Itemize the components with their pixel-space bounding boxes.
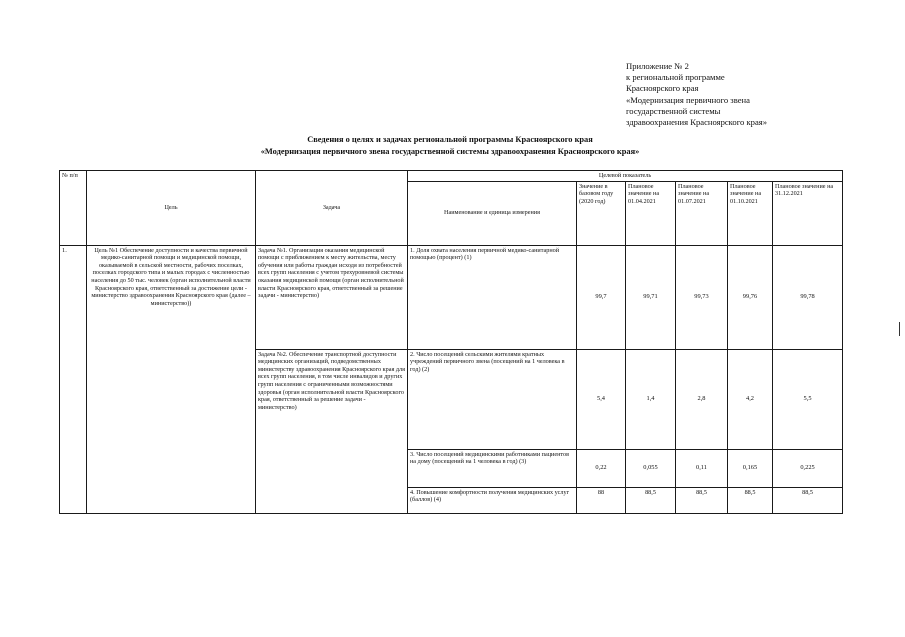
header-num: № п/п: [60, 171, 87, 246]
indicator-value: 99,7: [577, 245, 626, 349]
goals-tasks-table: [59, 170, 843, 514]
header-q4-value: Плановое значение на 31.12.2021: [773, 181, 843, 245]
header-task: Задача: [256, 171, 408, 246]
appendix-line: государственной системы: [626, 105, 721, 116]
indicator-value: 99,78: [773, 245, 843, 349]
indicator-value: 4,2: [728, 349, 773, 449]
header-indicator-name: Наименование и единица измерения: [408, 181, 577, 245]
indicator-value: 0,225: [773, 449, 843, 487]
task-cell: Задача №2. Обеспечение транспортной доступности медицинских организаций, подведомственных министерству здравоохранения Красноярского края для всех групп населения, в том числе инвалидов и других групп населения с ограниченными возможностями здоровья (орган исполнительной власти Красноярского края, ответственный за решение задачи - министерство): [256, 349, 408, 513]
header-indicator-group: Целевой показатель: [408, 171, 843, 182]
indicator-name: 3. Число посещений медицинскими работниками пациентов на дому (посещений на 1 человека в год) (3): [408, 449, 577, 487]
indicator-value: 0,22: [577, 449, 626, 487]
goal-cell: Цель №1 Обеспечение доступности и качества первичной медико-санитарной помощи и медицинской помощи, оказываемой в сельской местности, рабочих поселках, поселках городского типа и малых городах с численностью населения до 50 тыс. человек (орган исполнительной власти Красноярского края, ответственный за достижение цели - министерство здравоохранения Красноярского края (далее – министерство)): [87, 245, 256, 513]
indicator-value: 1,4: [626, 349, 676, 449]
indicator-value: 88,5: [773, 487, 843, 513]
appendix-note: [626, 61, 826, 128]
indicator-value: 88: [577, 487, 626, 513]
task-cell: Задача №1. Организация оказания медицинской помощи с приближением к месту жительства, месту обучения или работы граждан исходя из потребностей всех групп населения с учетом трехуровневой системы оказания медицинской помощи (орган исполнительной власти Красноярского края, ответственный за решение задачи - министерство): [256, 245, 408, 349]
indicator-name: 2. Число посещений сельскими жителями кратных учреждений первичного звена (посещений на 1 человека в год) (2): [408, 349, 577, 449]
indicator-value: 5,4: [577, 349, 626, 449]
row-number: 1.: [60, 245, 87, 513]
table-row: [60, 245, 843, 349]
header-q2-value: Плановое значение на 01.07.2021: [676, 181, 728, 245]
indicator-name: 4. Повышение комфортности получения медицинских услуг (баллов) (4): [408, 487, 577, 513]
indicator-value: 88,5: [626, 487, 676, 513]
header-row-1: [60, 171, 843, 182]
indicator-value: 0,11: [676, 449, 728, 487]
indicator-value: 88,5: [676, 487, 728, 513]
appendix-line: Приложение № 2: [626, 61, 689, 71]
header-q1-value: Плановое значение на 01.04.2021: [626, 181, 676, 245]
title-line-1: Сведения о целях и задачах региональной программы Красноярского края: [307, 135, 593, 144]
document-title: [150, 134, 750, 157]
appendix-line: здравоохранения Красноярского края»: [626, 117, 768, 128]
header-goal: Цель: [87, 171, 256, 246]
indicator-value: 99,71: [626, 245, 676, 349]
indicator-value: 99,73: [676, 245, 728, 349]
indicator-value: 88,5: [728, 487, 773, 513]
appendix-line: «Модернизация первичного звена: [626, 94, 750, 105]
indicator-value: 5,5: [773, 349, 843, 449]
indicator-value: 99,76: [728, 245, 773, 349]
title-line-2: «Модернизация первичного звена государственной системы здравоохранения Красноярского края»: [260, 146, 640, 156]
indicator-name: 1. Доля охвата населения первичной медико-санитарной помощью (процент) (1): [408, 245, 577, 349]
indicator-value: 0,165: [728, 449, 773, 487]
indicator-value: 0,055: [626, 449, 676, 487]
appendix-line: Красноярского края: [626, 83, 699, 94]
appendix-line: к региональной программе: [626, 72, 725, 83]
header-q3-value: Плановое значение на 01.10.2021: [728, 181, 773, 245]
header-base-value: Значение в базовом году (2020 год): [577, 181, 626, 245]
scan-edge-mark: [899, 322, 900, 336]
indicator-value: 2,8: [676, 349, 728, 449]
